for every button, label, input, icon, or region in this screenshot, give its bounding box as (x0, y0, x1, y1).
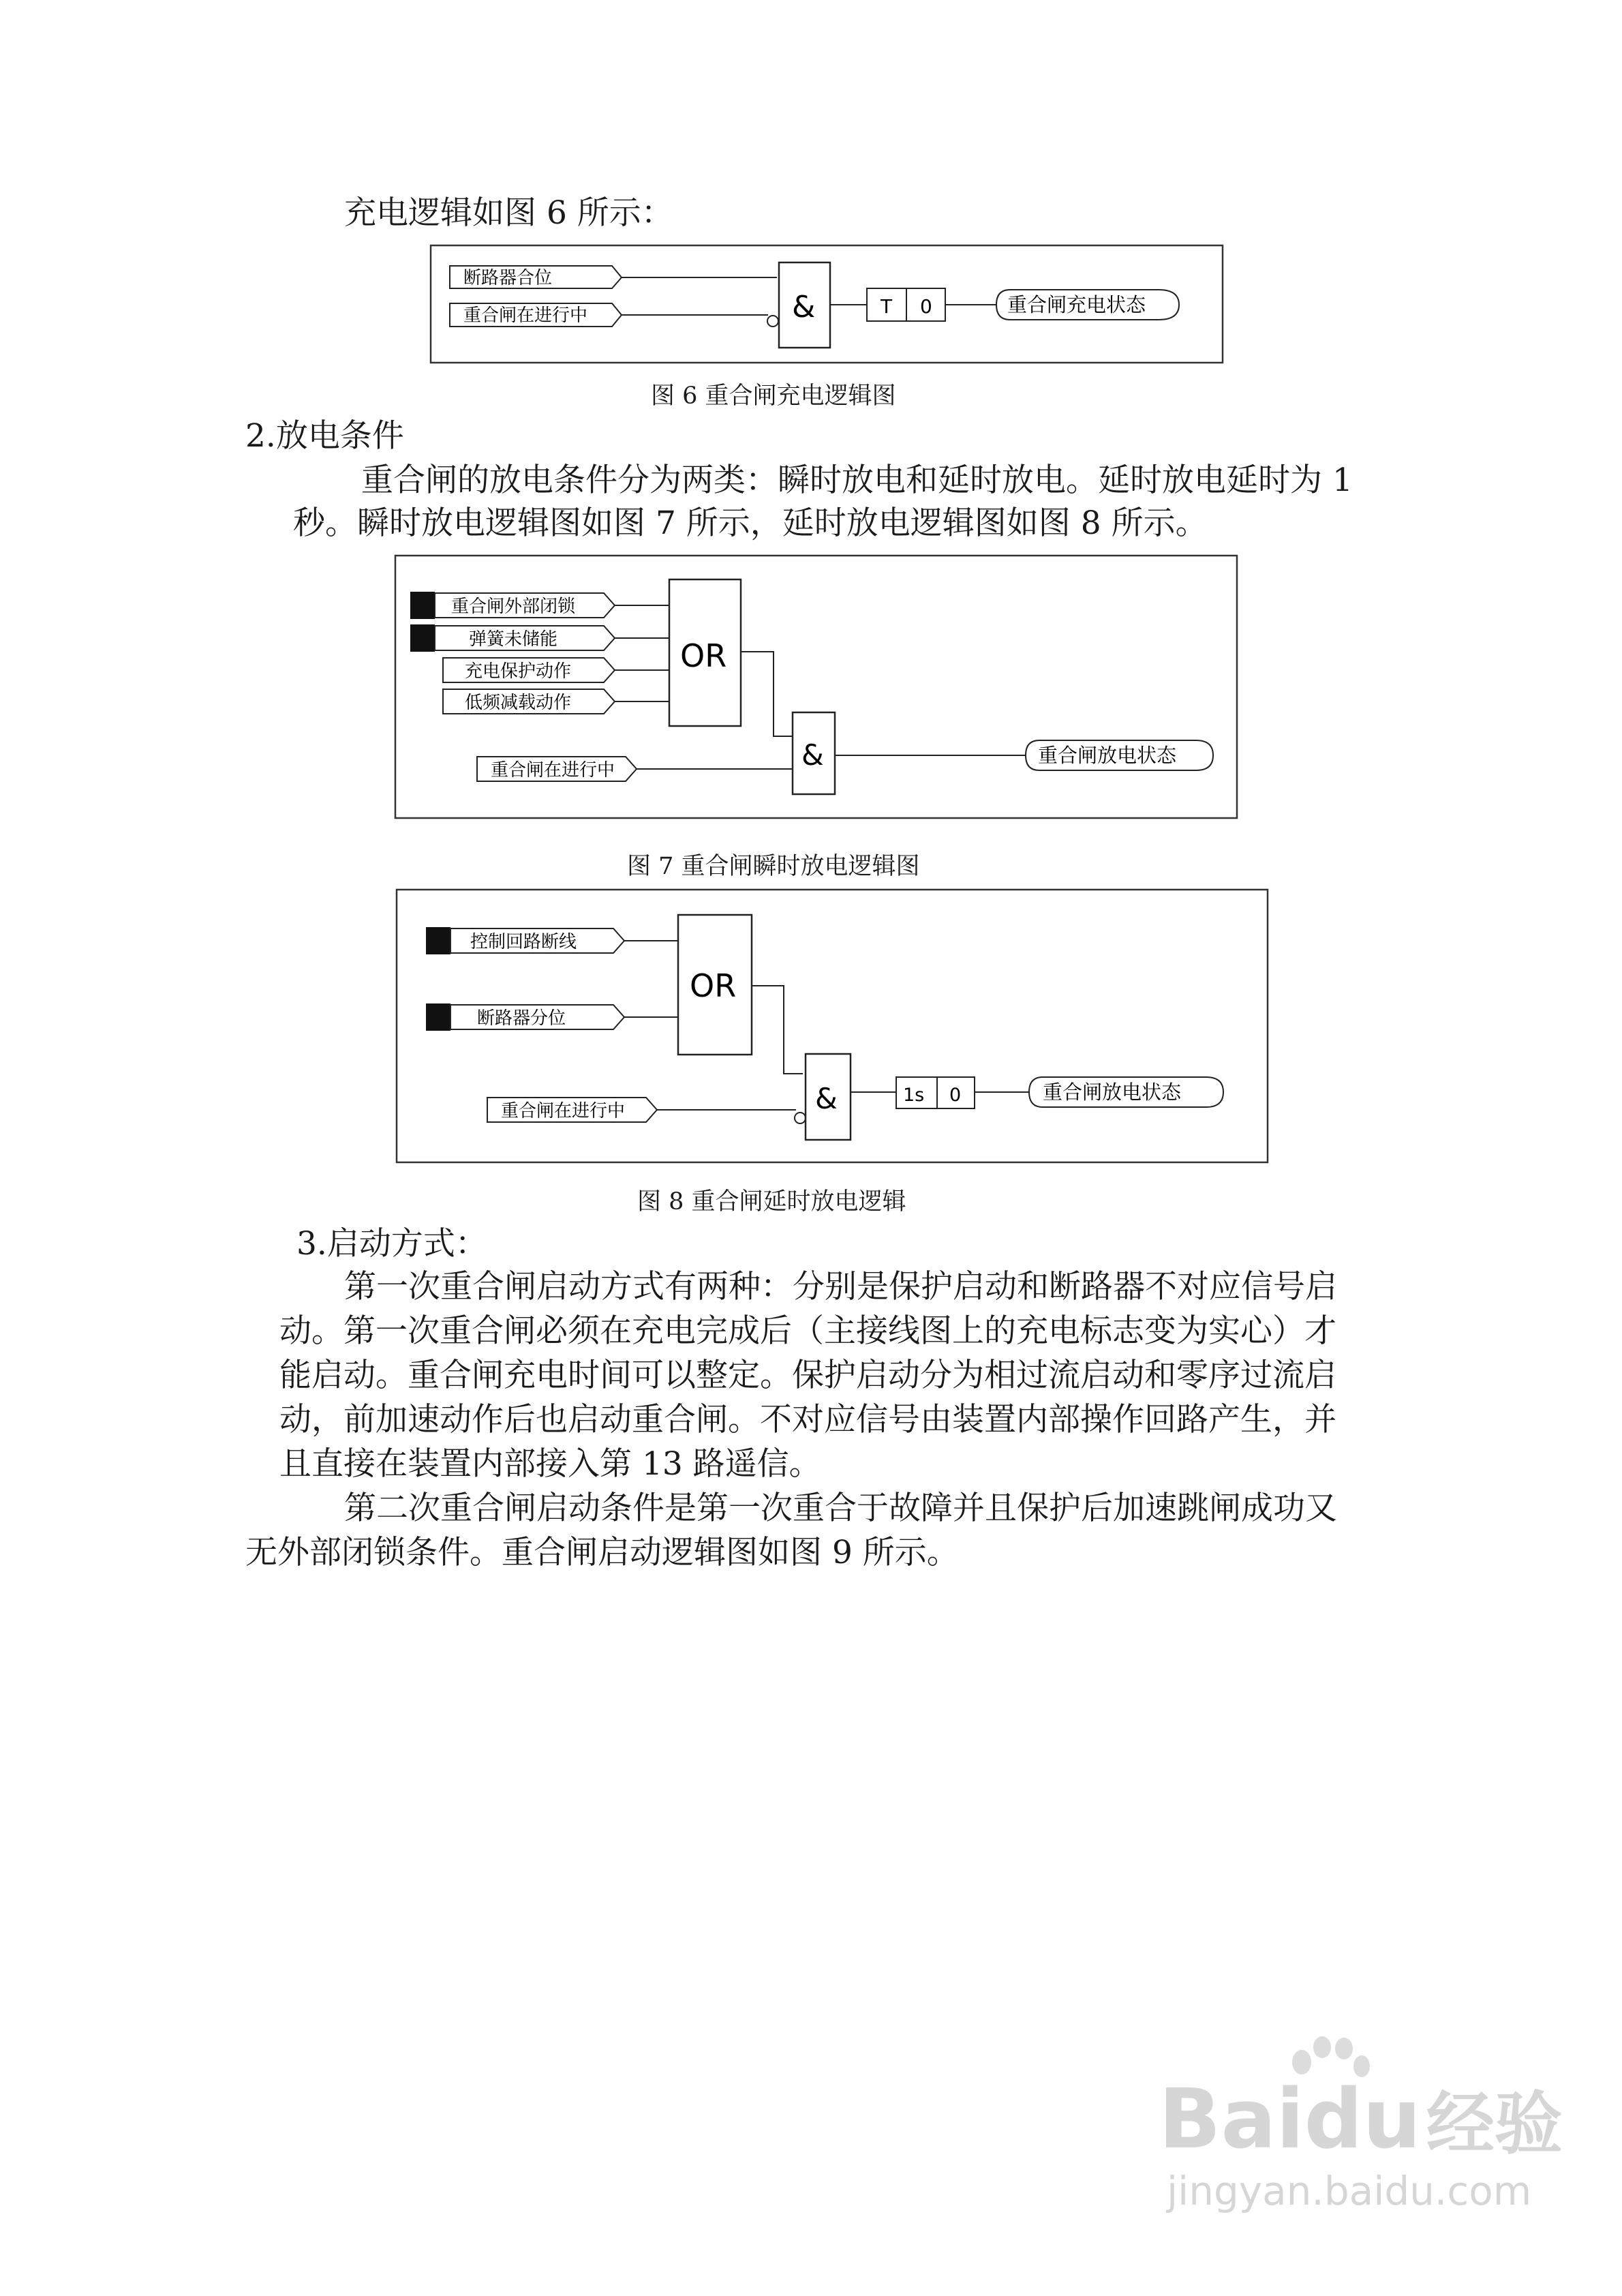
fig7-output: 重合闸放电状态 (1038, 744, 1177, 767)
fig7-or-label: OR (680, 637, 727, 674)
figure-6-diagram (423, 242, 1227, 368)
figure-8-diagram (388, 886, 1274, 1173)
input-marker (426, 927, 450, 954)
section-3-line-1: 第一次重合闸启动方式有两种：分别是保护启动和断路器不对应信号启 (344, 1268, 1337, 1305)
fig6-timer-t: T (881, 295, 893, 318)
fig6-timer-0: 0 (920, 295, 932, 318)
figure-7-diagram (388, 552, 1244, 825)
section-3-line-6: 第二次重合闸启动条件是第一次重合于故障并且保护后加速跳闸成功又 (344, 1490, 1337, 1527)
fig8-and-label: & (815, 1082, 838, 1115)
section-3-line-4: 动，前加速动作后也启动重合闸。不对应信号由装置内部操作回路产生，并 (279, 1401, 1336, 1438)
fig8-and-input: 重合闸在进行中 (501, 1101, 626, 1121)
watermark-brand: Bai (1159, 2072, 1304, 2167)
section-2-heading: 2.放电条件 (245, 417, 404, 455)
section-3-heading: 3.启动方式： (296, 1225, 487, 1263)
section-2-line-1: 重合闸的放电条件分为两类：瞬时放电和延时放电。延时放电延时为 1 (361, 462, 1353, 499)
fig7-input-1: 重合闸外部闭锁 (451, 596, 576, 617)
figure-7-caption: 图 7 重合闸瞬时放电逻辑图 (627, 853, 920, 880)
input-marker (426, 1003, 450, 1031)
fig6-output: 重合闸充电状态 (1007, 293, 1146, 316)
section-2-line-2: 秒。瞬时放电逻辑图如图 7 所示，延时放电逻辑图如图 8 所示。 (293, 504, 1208, 542)
watermark-url: jingyan.baidu.com (1167, 2168, 1532, 2214)
watermark-logo (1159, 2069, 1563, 2167)
watermark-cn: 经验 (1426, 2084, 1563, 2164)
figure-6-caption: 图 6 重合闸充电逻辑图 (651, 382, 896, 410)
input-marker (410, 592, 435, 619)
figure-8-caption: 图 8 重合闸延时放电逻辑 (637, 1188, 906, 1215)
fig6-input-1: 断路器合位 (463, 268, 553, 288)
fig7-input-2: 弹簧未储能 (469, 629, 558, 650)
watermark-brand-2: du (1304, 2072, 1421, 2167)
inverter-circle (767, 316, 778, 327)
section-3-line-7: 无外部闭锁条件。重合闸启动逻辑图如图 9 所示。 (245, 1534, 959, 1571)
fig6-input-2: 重合闸在进行中 (463, 305, 588, 326)
fig7-and-input: 重合闸在进行中 (491, 760, 615, 781)
fig8-output: 重合闸放电状态 (1043, 1081, 1182, 1104)
inverter-circle (795, 1113, 806, 1123)
fig7-input-4: 低频减载动作 (465, 693, 572, 713)
fig8-timer-1s: 1s (903, 1085, 925, 1106)
fig8-input-1: 控制回路断线 (470, 932, 577, 952)
fig8-timer-0: 0 (949, 1085, 962, 1106)
intro-text: 充电逻辑如图 6 所示： (344, 194, 673, 232)
section-3-line-2: 动。第一次重合闸必须在充电完成后（主接线图上的充电标志变为实心）才 (279, 1312, 1336, 1350)
fig7-input-3: 充电保护动作 (465, 661, 572, 682)
fig8-or-label: OR (690, 967, 737, 1004)
fig6-and-label: & (792, 290, 816, 324)
fig7-and-label: & (801, 738, 824, 772)
section-3-line-5: 且直接在装置内部接入第 13 路遥信。 (279, 1445, 821, 1483)
fig8-input-2: 断路器分位 (477, 1008, 566, 1029)
section-3-line-3: 能启动。重合闸充电时间可以整定。保护启动分为相过流启动和零序过流启 (279, 1357, 1336, 1394)
input-marker (410, 624, 435, 652)
